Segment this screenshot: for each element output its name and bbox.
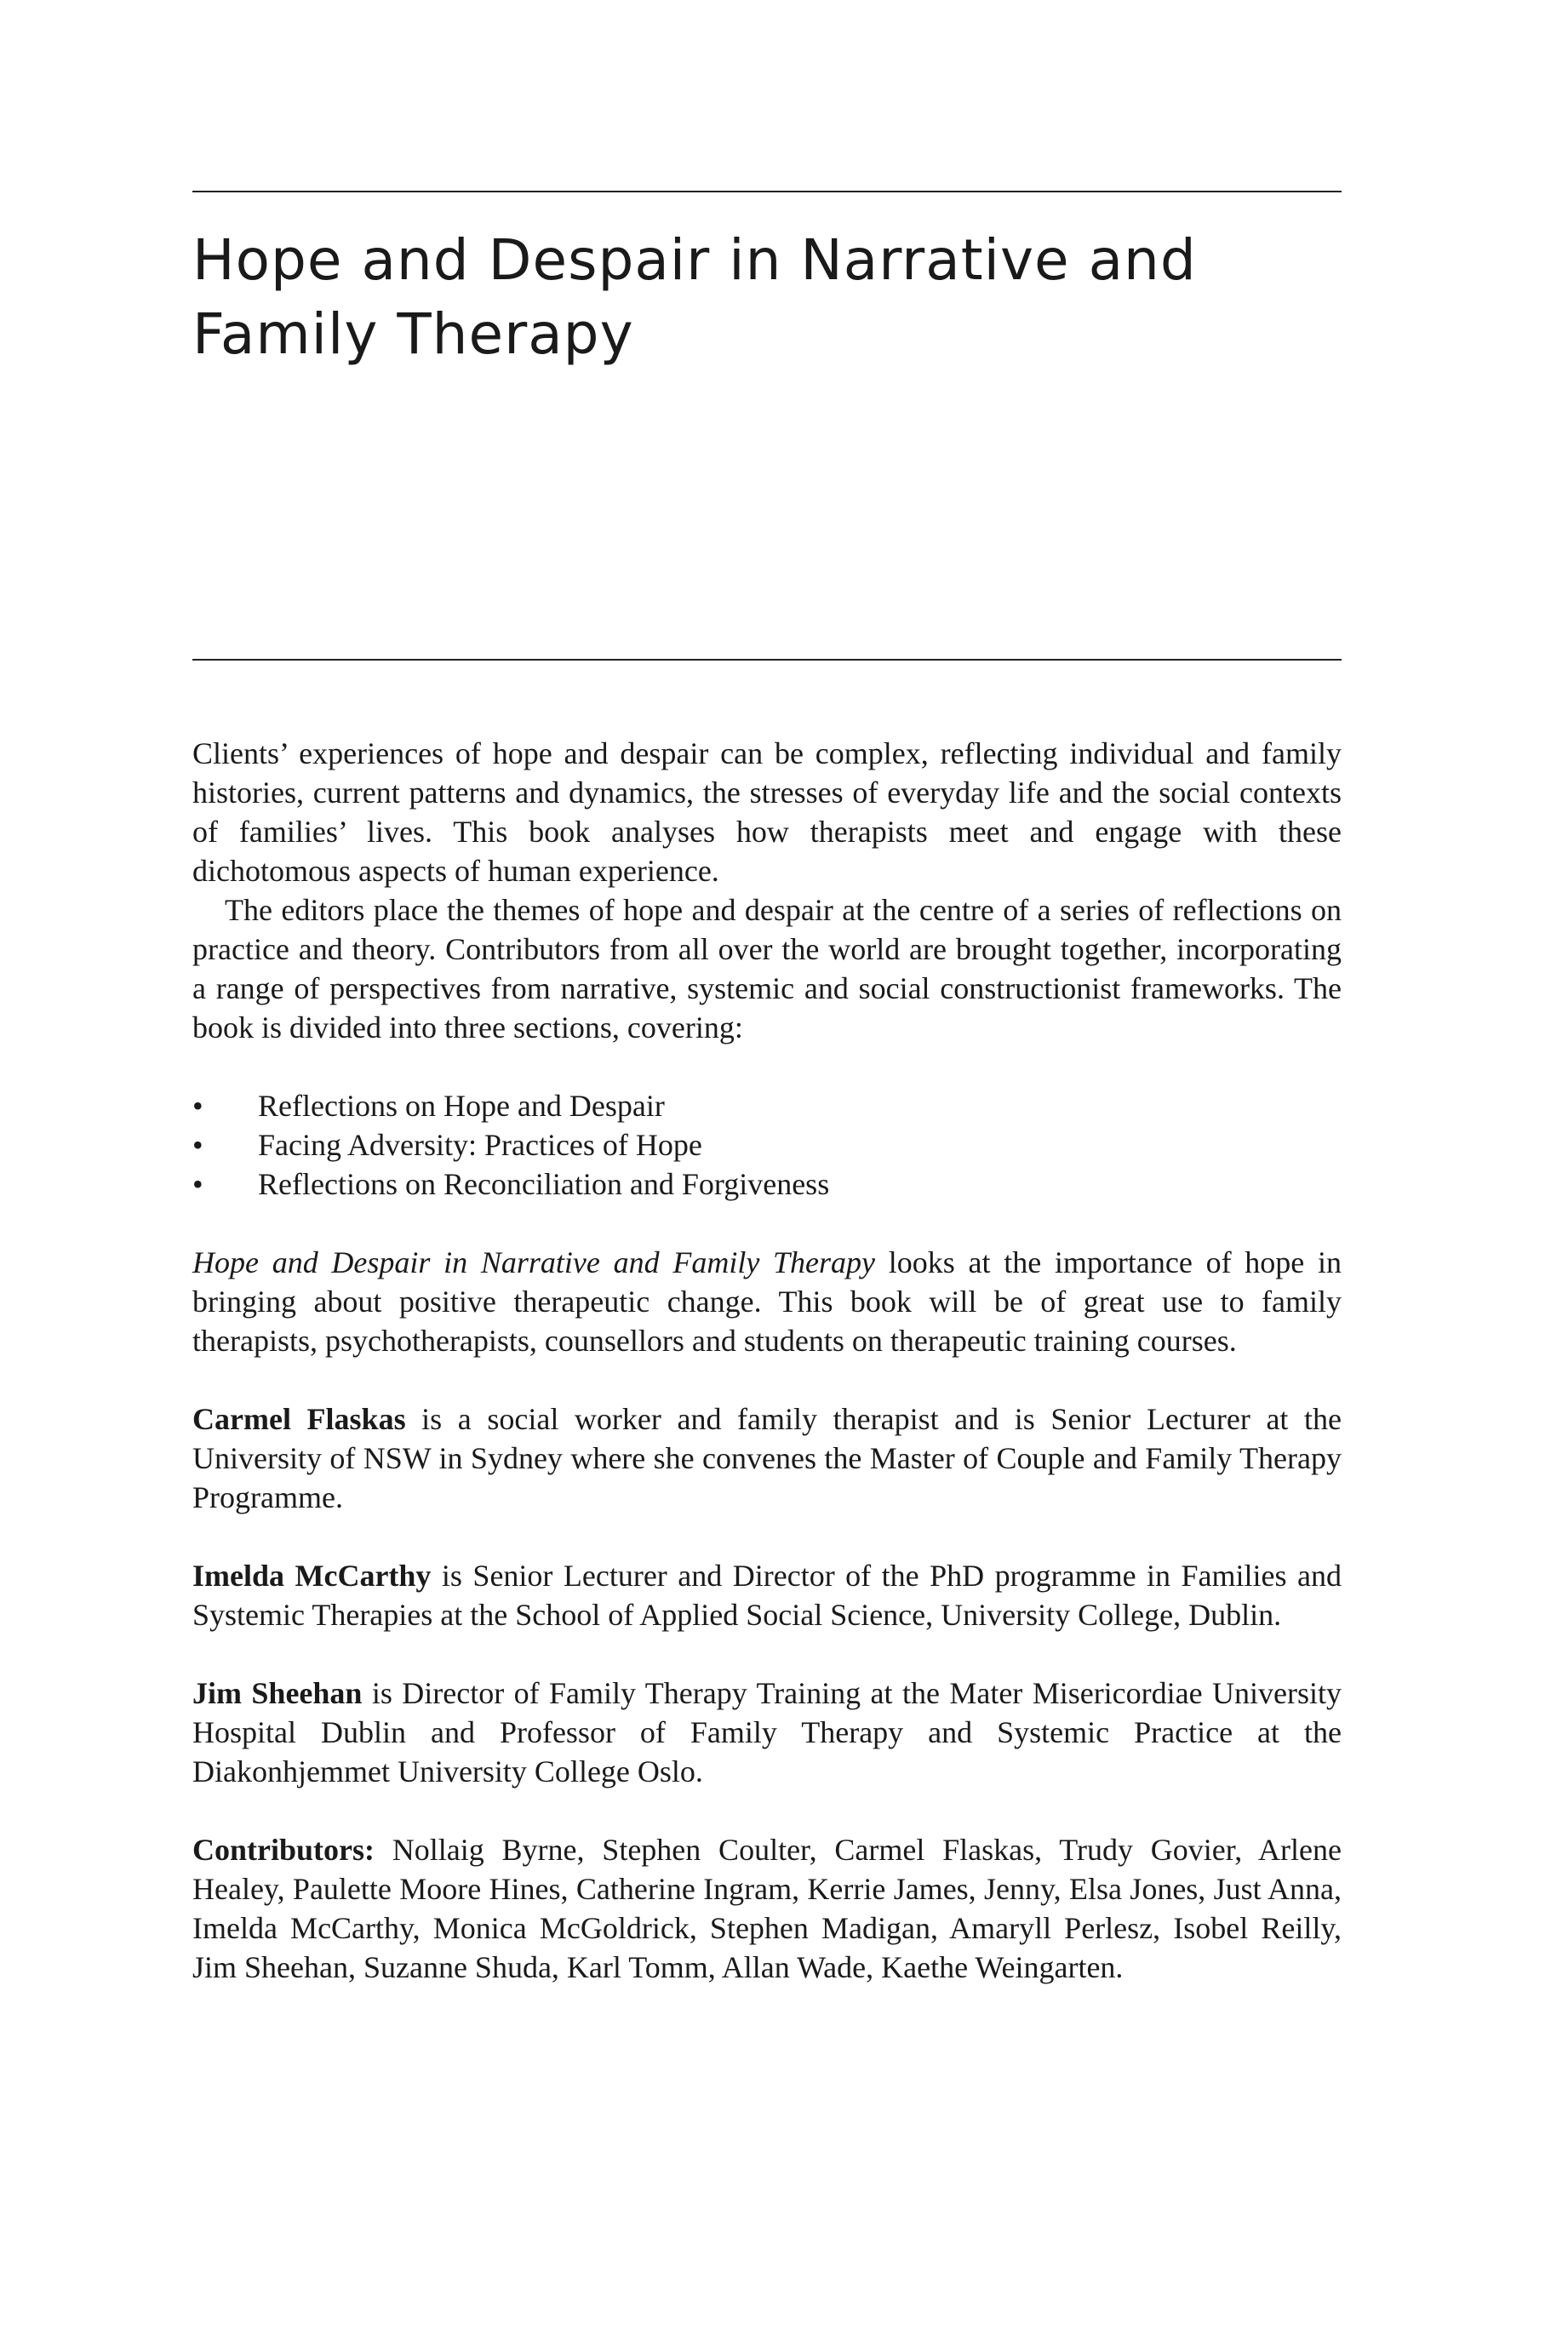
intro-paragraph-1: Clients’ experiences of hope and despair can be complex, reflecting individual and family histories, current patterns and dynamics, the stresses of everyday life and the social contexts of families’ lives. This book analyses how therapists meet and engage with these dichotomous aspects of human experience. [192, 736, 1342, 888]
contributors-label: Contributors: [192, 1833, 375, 1867]
top-rule [192, 191, 1342, 192]
spacer [192, 1517, 1342, 1556]
editor-bio-text: is a social worker and family therapist and is Senior Lecturer at the University of NSW in Sydney where she convenes the Master of Couple and Family Therapy Programme. [192, 1402, 1342, 1514]
contributors-paragraph [192, 1830, 1342, 1987]
summary-text: looks at the importance of hope in bringing about positive therapeutic change. This book will be of great use to family therapists, psychotherapists, counsellors and students on therapeutic training courses. [192, 1245, 1342, 1358]
title-line-1: Hope and Despair in Narrative and [192, 227, 1197, 293]
section-label: Facing Adversity: Practices of Hope [258, 1128, 702, 1162]
blurb-body [192, 734, 1342, 1987]
list-item [192, 1125, 1342, 1165]
bullet-icon: • [192, 1089, 203, 1123]
section-label: Reflections on Hope and Despair [258, 1089, 665, 1123]
editor-name: Jim Sheehan [192, 1676, 363, 1710]
summary-book-title: Hope and Despair in Narrative and Family Therapy [192, 1245, 876, 1279]
bullet-icon: • [192, 1128, 203, 1162]
editor-bio [192, 1556, 1342, 1634]
editor-name: Imelda McCarthy [192, 1559, 432, 1593]
spacer [192, 1791, 1342, 1830]
contributors-names: Nollaig Byrne, Stephen Coulter, Carmel Flaskas, Trudy Govier, Arlene Healey, Paulette Moore Hines, Catherine Ingram, Kerrie James, Jenny, Elsa Jones, Just Anna, Imelda McCarthy, Monica McGoldrick, Stephen Madigan, Amaryll Perlesz, Isobel Reilly, Jim Sheehan, Suzanne Shuda, Karl Tomm, Allan Wade, Kaethe Weingarten. [192, 1833, 1342, 1984]
summary-paragraph [192, 1243, 1342, 1360]
intro-paragraph-2: The editors place the themes of hope and despair at the centre of a series of reflections on practice and theory. Contributors from all over the world are brought together, incorporating a range of perspectives from narrative, systemic and social constructionist frameworks. The book is divided into three sections, covering: [192, 893, 1342, 1044]
list-item [192, 1165, 1342, 1204]
book-title-heading [192, 223, 1342, 371]
editor-bio-text: is Director of Family Therapy Training at the Mater Misericordiae University Hospital Dublin and Professor of Family Therapy and Systemic Practice at the Diakonhjemmet University College Oslo. [192, 1676, 1342, 1788]
list-item [192, 1086, 1342, 1125]
title-line-2: Family Therapy [192, 301, 634, 367]
editor-name: Carmel Flaskas [192, 1402, 406, 1436]
bullet-icon: • [192, 1167, 203, 1201]
section-label: Reflections on Reconciliation and Forgiveness [258, 1167, 830, 1201]
spacer [192, 1047, 1342, 1086]
spacer [192, 1360, 1342, 1399]
spacer [192, 1634, 1342, 1674]
editor-bio [192, 1674, 1342, 1791]
sections-list [192, 1086, 1342, 1204]
divider-rule [192, 659, 1342, 661]
editor-bio [192, 1399, 1342, 1517]
editor-bio-text: is Senior Lecturer and Director of the PhD programme in Families and Systemic Therapies at the School of Applied Social Science, University College, Dublin. [192, 1559, 1342, 1632]
spacer [192, 1204, 1342, 1243]
